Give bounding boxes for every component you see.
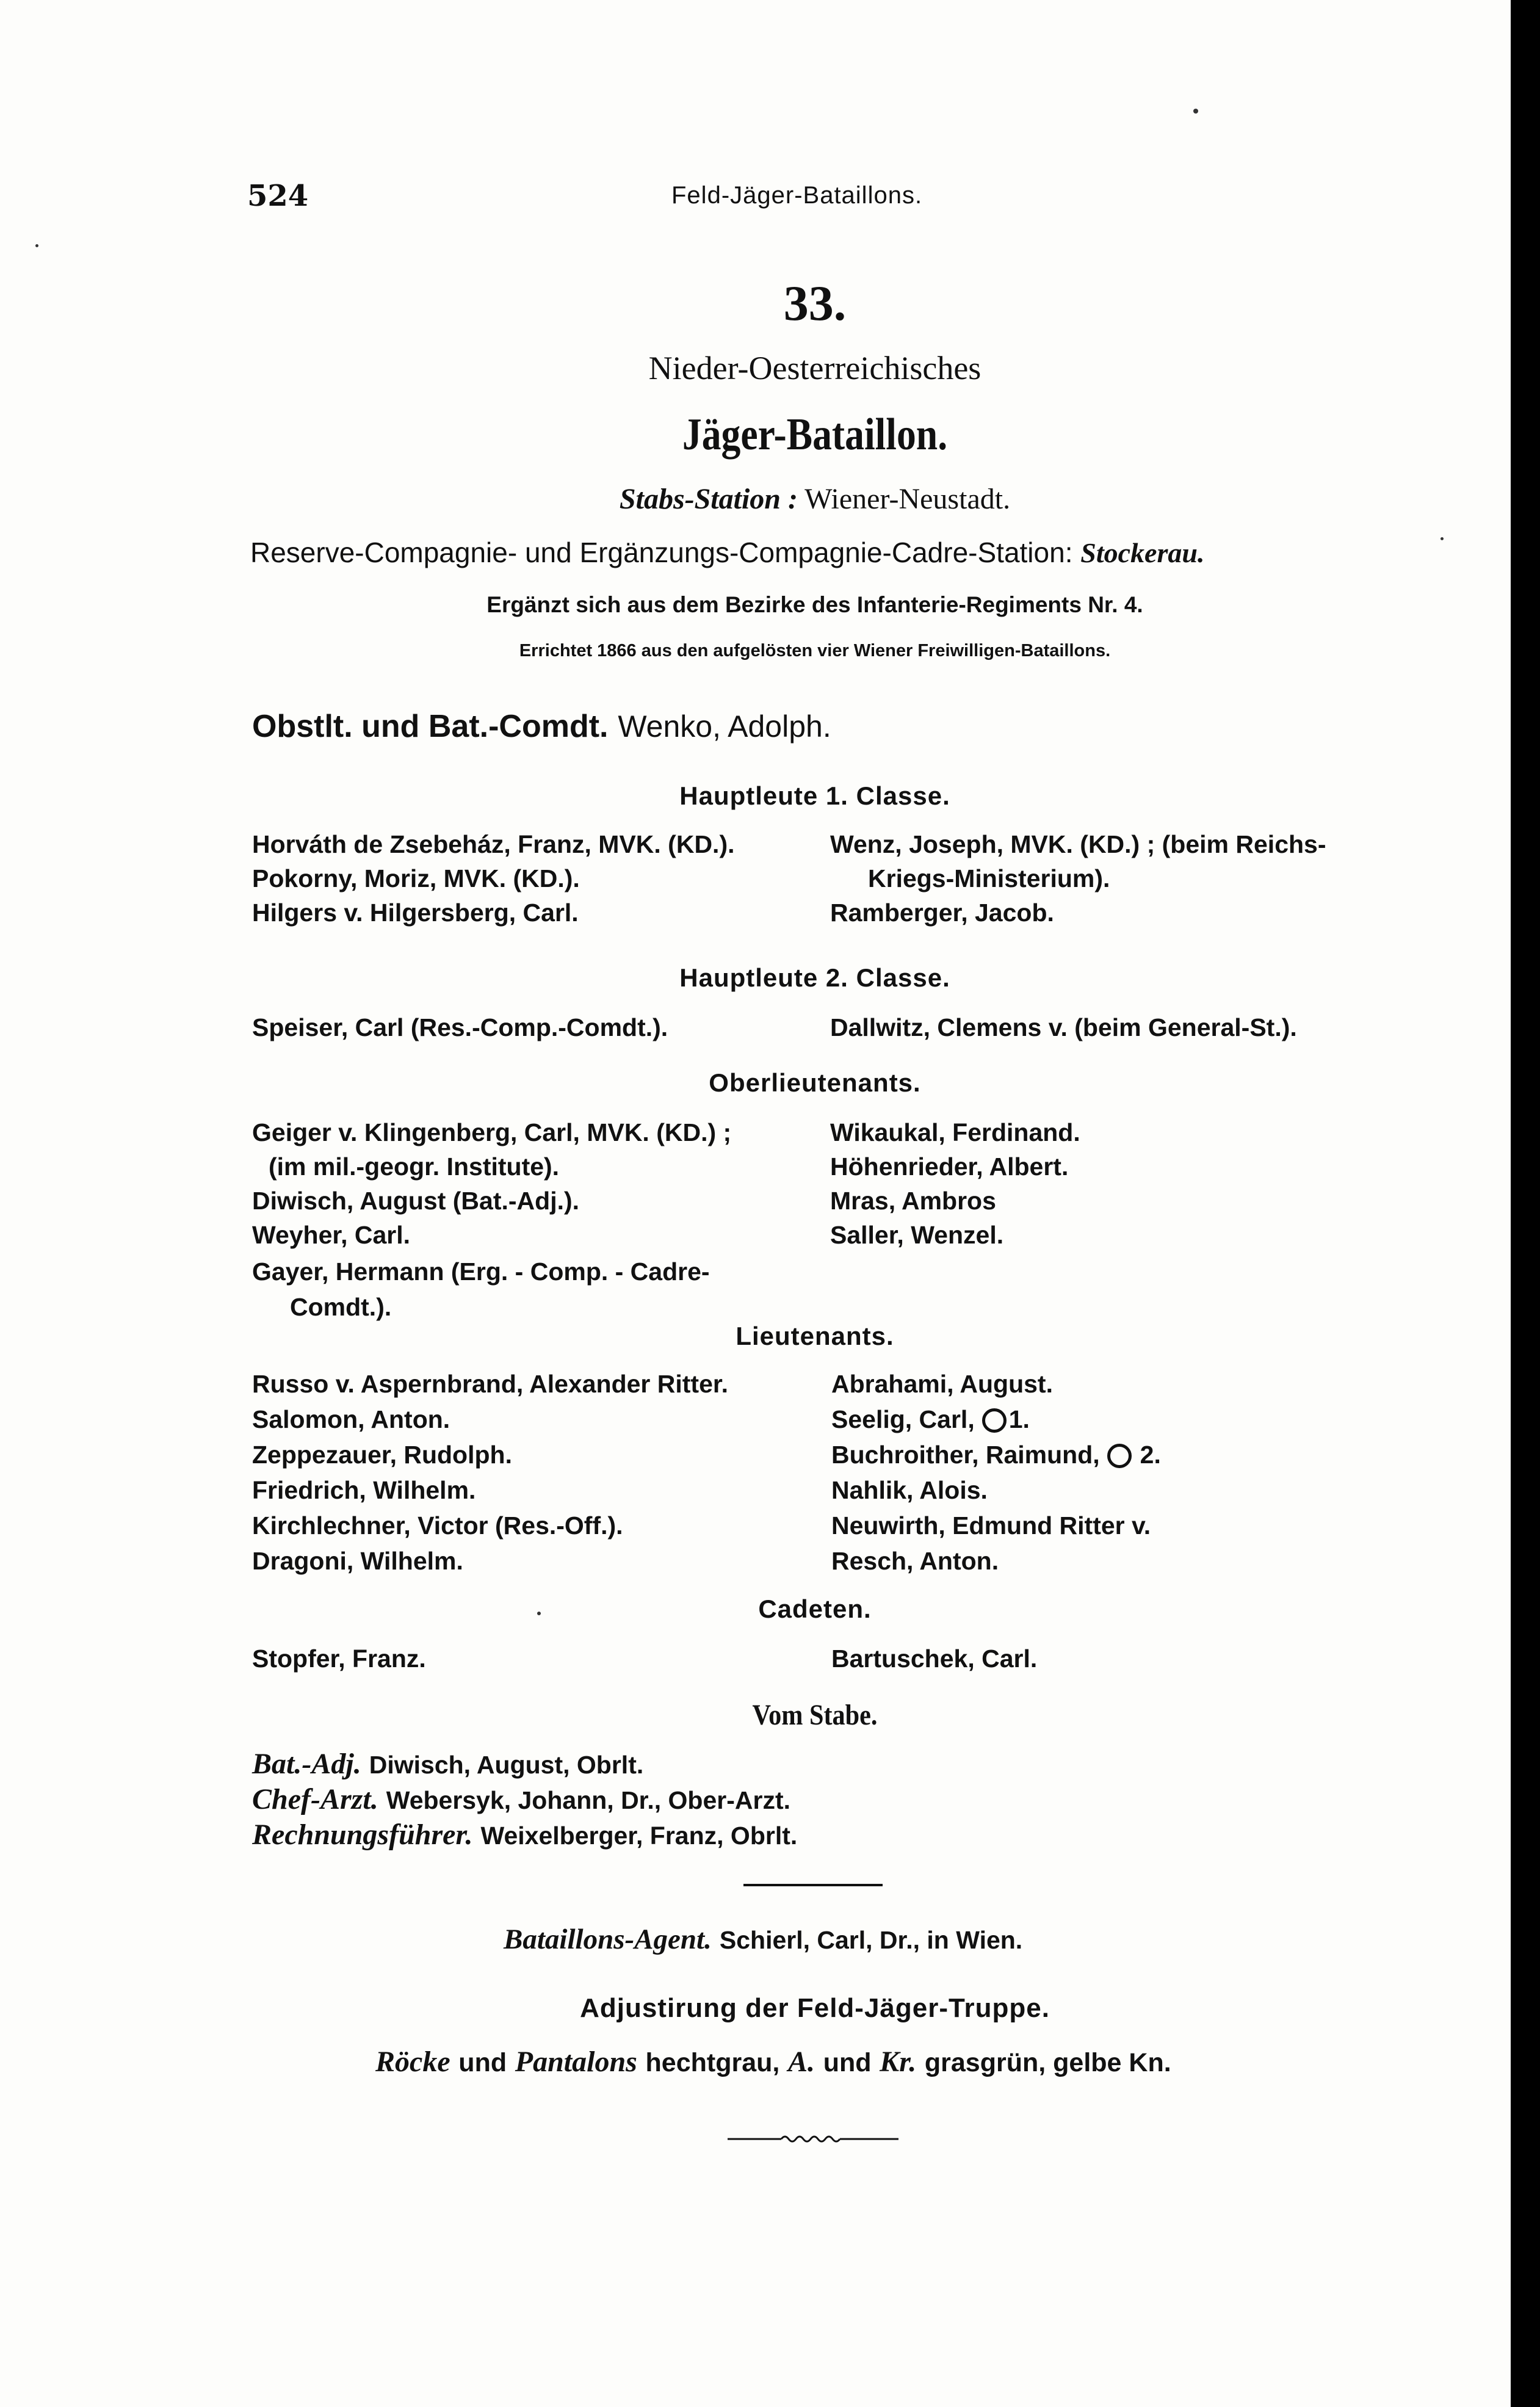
reserve-line bbox=[250, 536, 1204, 569]
supplement-line: Ergänzt sich aus dem Bezirke des Infanterie-Regiments Nr. 4. bbox=[486, 592, 1143, 617]
staff-role: Chef-Arzt. bbox=[252, 1783, 378, 1815]
uniform-text: hechtgrau, bbox=[645, 2048, 780, 2077]
staff-name: Diwisch, August, Obrlt. bbox=[369, 1751, 644, 1779]
commander-line bbox=[252, 708, 831, 745]
battalion-name: Jäger-Bataillon. bbox=[682, 410, 948, 460]
uniform-word: Röcke bbox=[375, 2046, 450, 2078]
list-item-text: Buchroither, Raimund, bbox=[831, 1441, 1100, 1469]
page-number: 524 bbox=[247, 179, 309, 213]
list-item: Wikaukal, Ferdinand. bbox=[830, 1118, 1080, 1146]
war-medal-circle-icon bbox=[1107, 1444, 1132, 1468]
list-item: (im mil.-geogr. Institute). bbox=[269, 1153, 560, 1181]
uniform-text: und bbox=[823, 2048, 872, 2077]
list-item: Resch, Anton. bbox=[831, 1547, 999, 1575]
ornament-divider bbox=[728, 2132, 898, 2146]
station-label: Stabs-Station : bbox=[619, 483, 798, 515]
battalion-region: Nieder-Oesterreichisches bbox=[648, 350, 981, 386]
scan-speck bbox=[1193, 109, 1198, 114]
list-item: Wenz, Joseph, MVK. (KD.) ; (beim Reichs- bbox=[830, 830, 1326, 858]
list-item: Mras, Ambros bbox=[830, 1187, 996, 1215]
agent-line bbox=[504, 1923, 1022, 1956]
list-item bbox=[831, 1405, 1030, 1434]
list-item: Saller, Wenzel. bbox=[830, 1221, 1004, 1249]
reserve-place: Stockerau. bbox=[1080, 537, 1205, 568]
agent-value: Schierl, Carl, Dr., in Wien. bbox=[719, 1926, 1023, 1954]
list-item: Geiger v. Klingenberg, Carl, MVK. (KD.) ; bbox=[252, 1118, 732, 1146]
commander-name: Wenko, Adolph. bbox=[618, 709, 831, 744]
heading-cadeten: Cadeten. bbox=[758, 1594, 872, 1623]
heading-lieutenants: Lieutenants. bbox=[736, 1322, 894, 1350]
staff-row bbox=[252, 1783, 790, 1816]
scan-speck bbox=[537, 1612, 541, 1615]
uniform-text: grasgrün, gelbe Kn. bbox=[924, 2048, 1171, 2077]
list-item: Comdt.). bbox=[290, 1293, 392, 1321]
list-item: Höhenrieder, Albert. bbox=[830, 1153, 1069, 1181]
scan-speck bbox=[1441, 537, 1444, 540]
section-divider bbox=[743, 1884, 883, 1886]
staff-role: Bat.-Adj. bbox=[252, 1748, 361, 1780]
scan-speck bbox=[35, 244, 38, 247]
war-medal-circle-icon bbox=[982, 1408, 1007, 1433]
uniform-word: Pantalons bbox=[515, 2046, 637, 2078]
list-item: Gayer, Hermann (Erg. - Comp. - Cadre- bbox=[252, 1258, 710, 1286]
list-item: Salomon, Anton. bbox=[252, 1405, 450, 1433]
list-item: Nahlik, Alois. bbox=[831, 1476, 988, 1504]
heading-adjustirung: Adjustirung der Feld-Jäger-Truppe. bbox=[580, 1993, 1050, 2023]
list-item: Abrahami, August. bbox=[831, 1370, 1053, 1398]
uniform-word: A. bbox=[788, 2046, 815, 2078]
list-item: Speiser, Carl (Res.-Comp.-Comdt.). bbox=[252, 1013, 668, 1041]
list-item bbox=[831, 1441, 1161, 1469]
reserve-text: Reserve-Compagnie- und Ergänzungs-Compagnie-Cadre-Station: bbox=[250, 537, 1073, 568]
list-item: Weyher, Carl. bbox=[252, 1221, 411, 1249]
staff-role: Rechnungsführer. bbox=[252, 1819, 473, 1851]
list-item: Kriegs-Ministerium). bbox=[868, 864, 1110, 892]
station-line bbox=[0, 482, 1540, 516]
list-item: Friedrich, Wilhelm. bbox=[252, 1476, 476, 1504]
list-item: Pokorny, Moriz, MVK. (KD.). bbox=[252, 864, 580, 892]
uniform-line bbox=[375, 2045, 1171, 2079]
battalion-number: 33. bbox=[783, 275, 847, 331]
station-value: Wiener-Neustadt. bbox=[804, 483, 1011, 515]
heading-hauptleute-1: Hauptleute 1. Classe. bbox=[679, 781, 950, 810]
staff-row bbox=[252, 1747, 643, 1781]
staff-name: Webersyk, Johann, Dr., Ober-Arzt. bbox=[386, 1786, 790, 1814]
list-item-text: Seelig, Carl, bbox=[831, 1405, 975, 1433]
list-item: Stopfer, Franz. bbox=[252, 1645, 426, 1673]
staff-name: Weixelberger, Franz, Obrlt. bbox=[480, 1822, 798, 1850]
list-item: Diwisch, August (Bat.-Adj.). bbox=[252, 1187, 580, 1215]
heading-hauptleute-2: Hauptleute 2. Classe. bbox=[679, 963, 950, 992]
list-item: Bartuschek, Carl. bbox=[831, 1645, 1038, 1673]
list-item: Neuwirth, Edmund Ritter v. bbox=[831, 1511, 1151, 1540]
list-item: Horváth de Zsebeház, Franz, MVK. (KD.). bbox=[252, 830, 735, 858]
list-item: Dragoni, Wilhelm. bbox=[252, 1547, 463, 1575]
medal-class: 2. bbox=[1140, 1441, 1161, 1469]
heading-oberlieutenants: Oberlieutenants. bbox=[709, 1068, 921, 1097]
uniform-word: Kr. bbox=[880, 2046, 917, 2078]
uniform-text: und bbox=[458, 2048, 507, 2077]
commander-label: Obstlt. und Bat.-Comdt. bbox=[252, 709, 609, 744]
agent-label: Bataillons-Agent. bbox=[504, 1924, 712, 1955]
staff-row bbox=[252, 1818, 797, 1851]
heading-vom-stabe: Vom Stabe. bbox=[752, 1699, 878, 1731]
list-item: Hilgers v. Hilgersberg, Carl. bbox=[252, 899, 579, 927]
list-item: Zeppezauer, Rudolph. bbox=[252, 1441, 512, 1469]
founded-line: Errichtet 1866 aus den aufgelösten vier Wiener Freiwilligen-Bataillons. bbox=[519, 641, 1111, 661]
list-item: Dallwitz, Clemens v. (beim General-St.). bbox=[830, 1013, 1297, 1041]
running-title: Feld-Jäger-Bataillons. bbox=[671, 182, 923, 209]
list-item: Kirchlechner, Victor (Res.-Off.). bbox=[252, 1511, 623, 1540]
medal-class: 1. bbox=[1008, 1405, 1030, 1433]
list-item: Ramberger, Jacob. bbox=[830, 899, 1054, 927]
list-item: Russo v. Aspernbrand, Alexander Ritter. bbox=[252, 1370, 728, 1398]
